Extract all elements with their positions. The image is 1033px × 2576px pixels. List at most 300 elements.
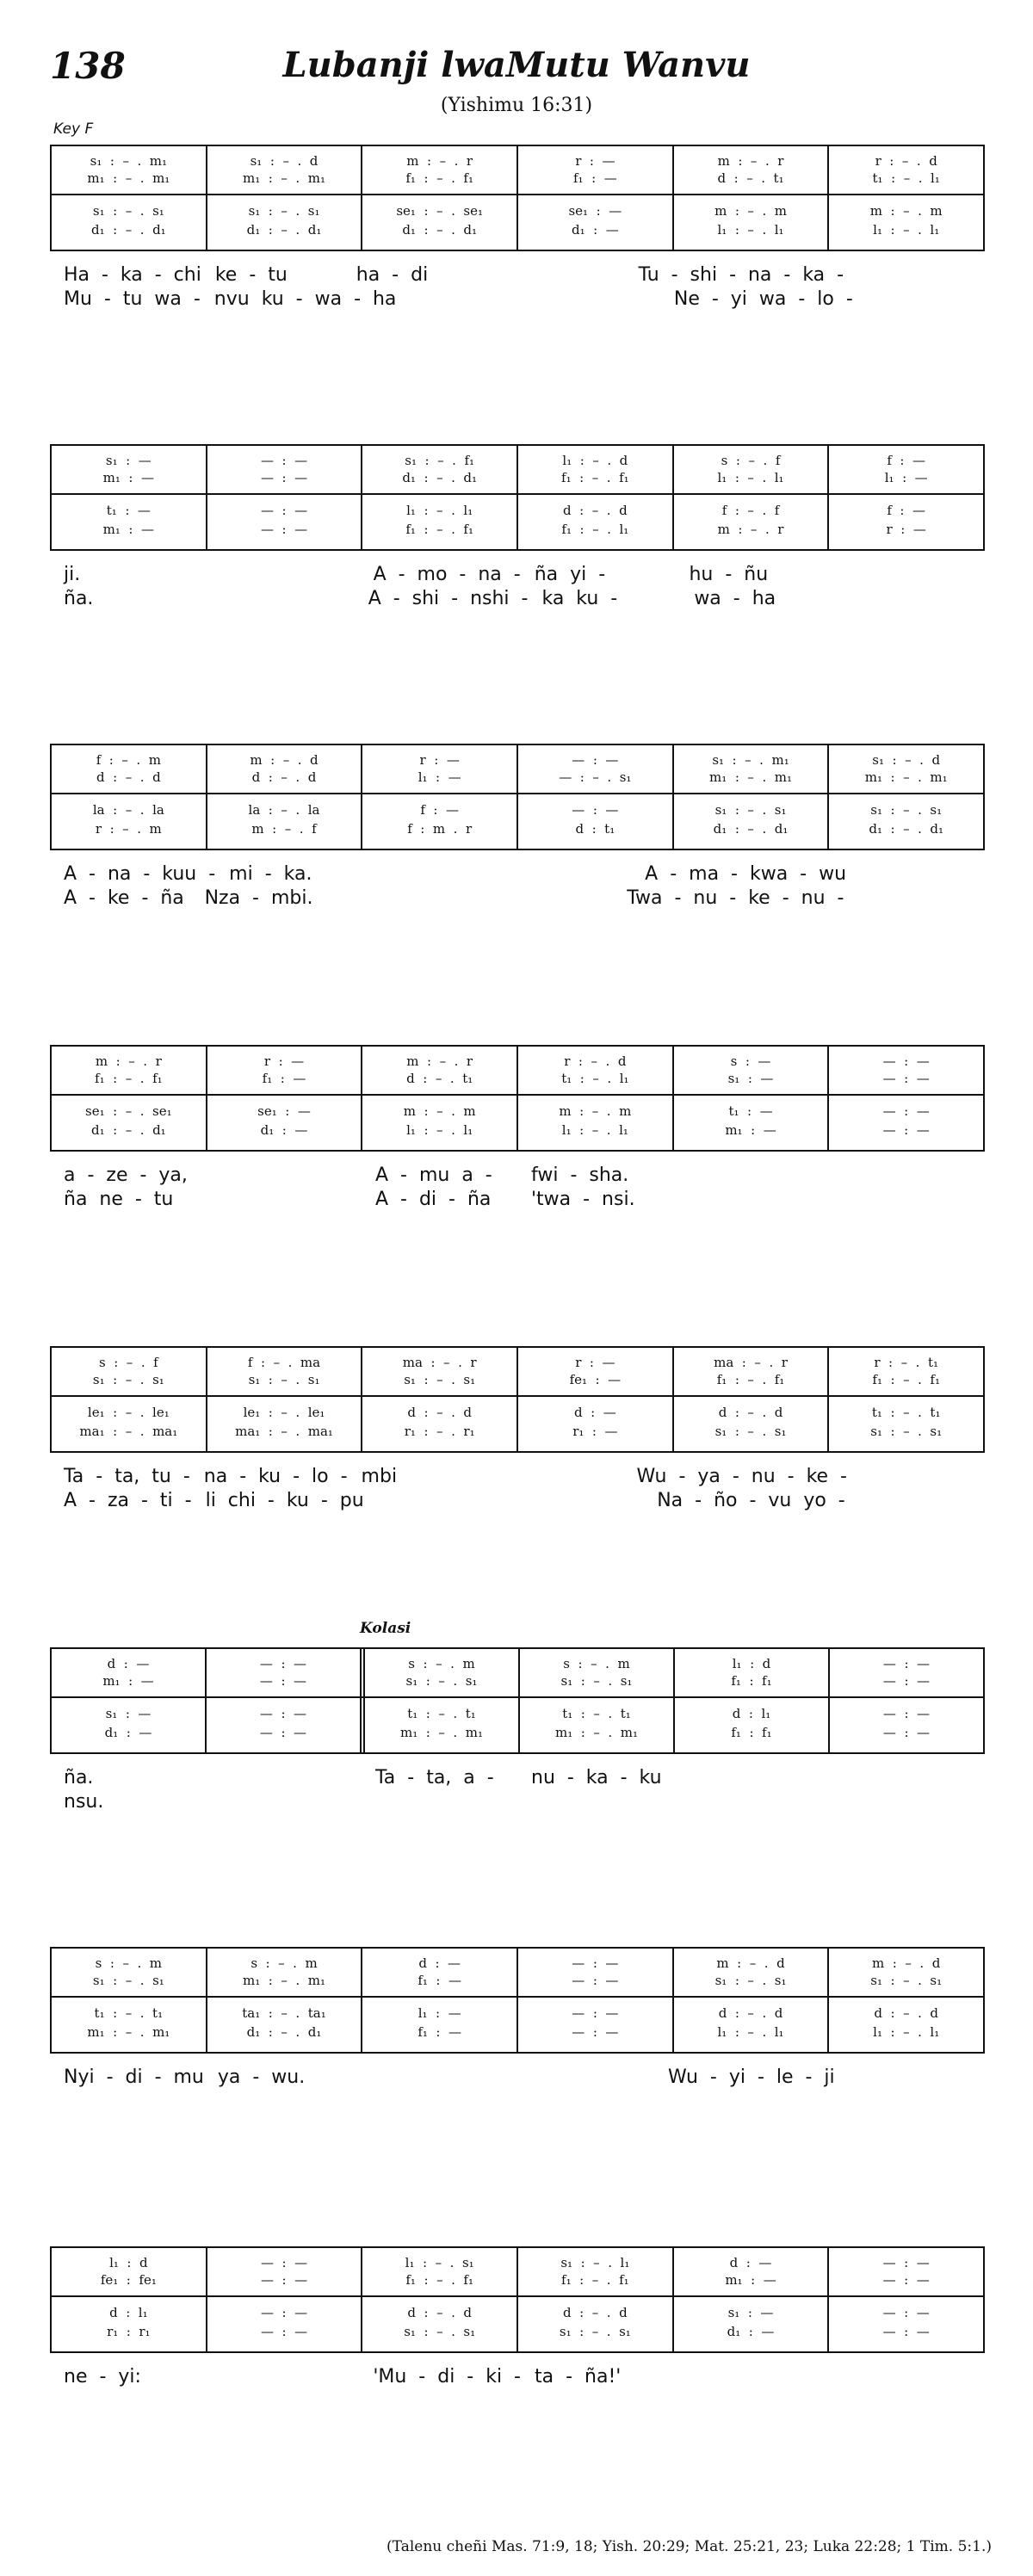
measure — [206, 1047, 362, 1150]
solfa-notes: s₁ : – . s₁ — [405, 1673, 478, 1689]
solfa-notes: — : — — [572, 2024, 619, 2040]
lyric-syllables — [673, 1790, 829, 1814]
solfa-notes: fe₁ : — — [569, 1372, 622, 1387]
solfa-notes: — : — — [882, 1673, 931, 1689]
staff — [50, 1647, 985, 1754]
staff — [50, 1346, 985, 1453]
solfa-notes: m : – . r — [406, 153, 473, 169]
solfa-notes: d₁ : — — [727, 2324, 775, 2339]
lyric-syllables — [484, 263, 625, 287]
lyric-line — [50, 587, 985, 611]
solfa-notes: s : – . f — [721, 453, 781, 468]
lyric-syllables: mbi — [361, 1466, 398, 1487]
solfa-notes: s₁ : – . s₁ — [92, 1973, 164, 1988]
lyric-syllables: ke - tu — [214, 264, 288, 286]
solfa-notes: d₁ : – . d₁ — [90, 222, 166, 238]
measure — [52, 1949, 206, 2052]
solfa-notes: d : – . t₁ — [406, 1071, 473, 1086]
lyric-syllables: ña. — [64, 1767, 94, 1788]
solfa-notes: — : — — [882, 1053, 930, 1069]
lyric-syllables: Ne - yi wa - lo - — [673, 288, 853, 310]
measure — [672, 1047, 828, 1150]
solfa-notes: r : — — [575, 153, 615, 169]
solfa-notes: d : l₁ — [109, 2305, 148, 2320]
measure — [206, 745, 362, 849]
lyric-syllables — [676, 2365, 831, 2389]
solfa-notes: s₁ : – . l₁ — [560, 2255, 630, 2270]
solfa-notes: m₁ : – . m₁ — [243, 1973, 325, 1988]
solfa-notes: s₁ : – . m₁ — [712, 752, 789, 768]
measure — [828, 1649, 983, 1752]
lyric-syllables: ka ku - — [541, 588, 618, 609]
lyric-syllables — [830, 563, 985, 587]
staff — [50, 444, 985, 551]
solfa-notes: s₁ : – . s₁ — [248, 203, 320, 219]
solfa-notes: — : — — [572, 1973, 619, 1988]
staff-divider — [52, 1094, 983, 1096]
solfa-notes: f₁ : – . f₁ — [405, 2272, 473, 2288]
solfa-notes: s₁ : – . s₁ — [248, 1372, 320, 1387]
staff-divider — [52, 194, 983, 195]
solfa-notes: t₁ : – . t₁ — [94, 2005, 164, 2021]
solfa-notes: d : t₁ — [575, 821, 615, 837]
lyric-syllables — [354, 862, 492, 886]
measure — [516, 1047, 672, 1150]
solfa-notes: d : — — [418, 1955, 461, 1971]
solfa-notes: m : – . r — [95, 1053, 162, 1069]
lyric-syllables — [205, 563, 360, 587]
solfa-notes: — : — — [882, 1071, 930, 1086]
lyric-syllables — [206, 1188, 362, 1212]
lyric-syllables: mi - ka. — [229, 863, 312, 885]
staff-divider — [52, 493, 983, 495]
music-system — [50, 444, 985, 611]
solfa-notes: s₁ : – . s₁ — [870, 802, 943, 818]
solfa-notes: s : – . m — [408, 1656, 475, 1671]
music-system — [50, 1346, 985, 1513]
solfa-notes: f₁ : – . f₁ — [405, 170, 473, 186]
lyric-syllables — [829, 1766, 985, 1790]
solfa-notes: f₁ : – . f₁ — [405, 522, 473, 537]
solfa-notes: m : – . r — [406, 1053, 473, 1069]
lyric-syllables: ña ne - tu — [64, 1189, 174, 1210]
lyric-line — [50, 862, 985, 886]
solfa-notes: d : – . d — [563, 2305, 628, 2320]
solfa-notes: f : – . f — [721, 503, 780, 518]
solfa-notes: — : — — [882, 2272, 930, 2288]
measure — [206, 1949, 362, 2052]
solfa-notes: — : — — [260, 503, 308, 518]
solfa-notes: f₁ : — — [418, 2024, 462, 2040]
solfa-notes: m : – . d — [250, 752, 319, 768]
lyric-syllables: Wu - yi - le - ji — [668, 2066, 835, 2088]
staff — [50, 744, 985, 850]
solfa-notes: r : — — [419, 752, 460, 768]
solfa-notes: s₁ : – . s₁ — [714, 1973, 787, 1988]
lyric-syllables — [473, 886, 614, 911]
solfa-notes: d : – . t₁ — [717, 170, 784, 186]
solfa-notes: r : – . d — [564, 1053, 627, 1069]
lyric-syllables: na - ku - lo - — [203, 1466, 348, 1487]
solfa-notes: m₁ : — — [725, 1122, 776, 1138]
solfa-notes: l₁ : – . l₁ — [873, 222, 940, 238]
lyric-line — [50, 886, 985, 911]
measure — [52, 745, 206, 849]
lyric-syllables — [492, 862, 631, 886]
lyric-syllables: 'Mu - di - ki - — [373, 2366, 521, 2388]
measure — [361, 146, 516, 250]
lyric-syllables: nsu. — [64, 1791, 104, 1813]
lyric-syllables — [847, 1465, 985, 1489]
lyric-syllables — [206, 1790, 362, 1814]
lyric-syllables: Tu - shi - na - ka - — [638, 264, 844, 286]
lyric-syllables — [354, 2066, 504, 2090]
measure — [516, 446, 672, 549]
solfa-notes: d : — — [573, 1405, 616, 1420]
solfa-notes: s₁ : – . d — [250, 153, 319, 169]
measure — [361, 1348, 516, 1451]
solfa-notes: m₁ : – . m₁ — [87, 170, 170, 186]
solfa-notes: l₁ : – . l₁ — [717, 470, 784, 485]
solfa-notes: f : — — [887, 503, 926, 518]
staff — [50, 1045, 985, 1152]
solfa-notes: t₁ : – . t₁ — [407, 1706, 476, 1721]
measure — [52, 446, 206, 549]
solfa-notes: la : – . la — [248, 802, 320, 818]
measure — [672, 745, 828, 849]
solfa-notes: s : – . m — [251, 1955, 318, 1971]
solfa-notes: l₁ : – . l₁ — [717, 222, 784, 238]
measure — [672, 1949, 828, 2052]
measure — [516, 1949, 672, 2052]
solfa-notes: s₁ : – . d — [872, 752, 941, 768]
solfa-notes: f₁ : f₁ — [731, 1673, 772, 1689]
solfa-notes: s₁ : – . f₁ — [405, 453, 475, 468]
lyric-syllables — [362, 1790, 517, 1814]
lyric-line — [50, 1489, 985, 1513]
lyric-syllables: fwi - sha. — [531, 1164, 629, 1186]
solfa-notes: l₁ : — — [884, 470, 928, 485]
measure — [516, 745, 672, 849]
music-system — [50, 1647, 985, 1814]
lyric-syllables: Ta - ta, a - — [375, 1767, 494, 1788]
lyric-syllables — [673, 1766, 829, 1790]
lyric-line — [50, 2365, 985, 2389]
solfa-notes: d : – . d — [251, 769, 317, 785]
measure — [516, 146, 672, 250]
solfa-notes: — : — — [260, 2255, 308, 2270]
lyric-syllables: Ta - ta, tu - — [64, 1466, 190, 1487]
lyric-syllables: hu - ñu — [689, 564, 769, 585]
solfa-notes: s₁ : — — [727, 1071, 774, 1086]
solfa-notes: d₁ : — — [104, 1725, 152, 1740]
solfa-notes: ma₁ : – . ma₁ — [235, 1424, 333, 1439]
solfa-notes: — : — — [259, 1673, 307, 1689]
solfa-notes: l₁ : – . d — [562, 453, 628, 468]
lyric-syllables: nu - ka - ku — [531, 1767, 662, 1788]
solfa-notes: d₁ : — — [571, 222, 619, 238]
lyric-syllables — [844, 886, 985, 911]
measure — [361, 1047, 516, 1150]
lyric-syllables — [845, 1489, 985, 1513]
solfa-notes: m₁ : — — [102, 522, 155, 537]
solfa-notes: d : – . d — [563, 503, 628, 518]
solfa-notes: m₁ : – . m₁ — [555, 1725, 638, 1740]
solfa-notes: fe₁ : fe₁ — [100, 2272, 157, 2288]
lyric-syllables: Ha - ka - chi — [64, 264, 201, 286]
solfa-notes: — : — — [572, 802, 619, 818]
solfa-notes: d₁ : – . d₁ — [713, 821, 789, 837]
lyric-syllables — [206, 1766, 362, 1790]
solfa-notes: s : – . f — [98, 1355, 158, 1370]
lyric-line — [50, 287, 985, 312]
music-system — [50, 2246, 985, 2389]
solfa-notes: — : — — [259, 1725, 307, 1740]
solfa-notes: t₁ : – . t₁ — [871, 1405, 941, 1420]
measure — [206, 2248, 362, 2351]
lyric-syllables: A - mo - na - — [373, 564, 521, 585]
solfa-notes: — : — — [882, 2255, 930, 2270]
solfa-notes: l₁ : – . l₁ — [406, 1122, 473, 1138]
solfa-notes: m : – . d — [716, 1955, 785, 1971]
solfa-notes: se₁ : — — [568, 203, 622, 219]
solfa-notes: s₁ : – . s₁ — [870, 1424, 943, 1439]
music-system — [50, 145, 985, 312]
lyric-syllables: ha - di — [356, 264, 429, 286]
solfa-notes: d₁ : – . d₁ — [402, 222, 478, 238]
solfa-notes: — : — — [882, 2305, 930, 2320]
solfa-notes: t₁ : – . l₁ — [561, 1071, 629, 1086]
solfa-notes: l₁ : – . l₁ — [406, 503, 473, 518]
solfa-notes: f₁ : — — [573, 170, 617, 186]
solfa-notes: f₁ : – . f₁ — [716, 1372, 785, 1387]
lyric-syllables — [846, 862, 985, 886]
lyric-syllables — [517, 1790, 673, 1814]
solfa-notes: t₁ : – . t₁ — [562, 1706, 631, 1721]
measure — [52, 2248, 206, 2351]
lyric-syllables — [504, 2066, 654, 2090]
lyric-syllables: Twa - nu - ke - nu - — [627, 887, 844, 909]
solfa-notes: l₁ : d — [732, 1656, 771, 1671]
measure — [206, 1348, 362, 1451]
lyric-syllables: ne - yi: — [64, 2366, 141, 2388]
measure — [672, 446, 828, 549]
staff-divider — [52, 793, 983, 794]
solfa-notes: f₁ : – . f₁ — [95, 1071, 163, 1086]
measure — [827, 146, 983, 250]
hymn-title: Lubanji lwaMutu Wanvu — [282, 45, 751, 85]
lyric-syllables: ji. — [64, 564, 81, 585]
staff — [50, 1947, 985, 2054]
solfa-notes: m₁ : — — [725, 2272, 776, 2288]
hymn-number: 138 — [50, 45, 126, 87]
solfa-notes: — : — — [260, 2272, 308, 2288]
measure — [827, 1348, 983, 1451]
solfa-notes: m : – . m — [869, 203, 943, 219]
measure — [672, 1348, 828, 1451]
solfa-notes: la : – . la — [92, 802, 164, 818]
measure — [672, 146, 828, 250]
solfa-notes: se₁ : – . se₁ — [85, 1103, 172, 1119]
measure — [827, 1047, 983, 1150]
lyric-syllables — [205, 2365, 360, 2389]
solfa-notes: se₁ : — — [257, 1103, 311, 1119]
solfa-notes: s₁ : – . s₁ — [404, 1372, 476, 1387]
solfa-notes: d₁ : – . d₁ — [246, 222, 322, 238]
lyric-syllables — [396, 287, 528, 312]
solfa-notes: — : — — [260, 522, 308, 537]
measure — [52, 1047, 206, 1150]
solfa-notes: f₁ : – . f₁ — [872, 1372, 940, 1387]
solfa-notes: r : — — [886, 522, 926, 537]
solfa-notes: f₁ : f₁ — [731, 1725, 772, 1740]
lyric-syllables: A - shi - nshi - — [368, 588, 529, 609]
solfa-notes: s₁ : – . s₁ — [560, 1673, 633, 1689]
solfa-notes: s : — — [730, 1053, 771, 1069]
solfa-notes: le₁ : – . le₁ — [87, 1405, 170, 1420]
lyric-syllables — [829, 1164, 985, 1188]
solfa-notes: m : – . m — [714, 203, 787, 219]
lyric-syllables: nvu ku - wa - ha — [213, 288, 397, 310]
lyric-syllables: A - mu a - — [375, 1164, 492, 1186]
measure — [827, 446, 983, 549]
lyric-syllables — [673, 1164, 829, 1188]
lyric-syllables: Nyi - di - mu — [64, 2066, 204, 2088]
lyric-syllables: a - ze - ya, — [64, 1164, 188, 1186]
solfa-notes: ta₁ : – . ta₁ — [242, 2005, 326, 2021]
solfa-notes: — : — — [882, 1103, 930, 1119]
solfa-notes: r : – . m — [95, 821, 162, 837]
solfa-notes: r₁ : – . r₁ — [404, 1424, 475, 1439]
measure — [52, 1348, 206, 1451]
solfa-notes: l₁ : d — [109, 2255, 148, 2270]
solfa-notes: l₁ : — — [418, 769, 461, 785]
solfa-notes: ma : – . r — [402, 1355, 477, 1370]
lyric-syllables — [844, 263, 985, 287]
lyric-syllables — [835, 2066, 985, 2090]
measure — [827, 745, 983, 849]
music-system — [50, 744, 985, 911]
lyric-syllables: Nza - mbi. — [204, 887, 313, 909]
lyric-line — [50, 1465, 985, 1489]
measure — [516, 2248, 672, 2351]
solfa-notes: — : — — [572, 2005, 619, 2021]
lyric-syllables: li chi - ku - pu — [205, 1490, 364, 1511]
solfa-notes: s₁ : — — [727, 2305, 774, 2320]
solfa-notes: f₁ : – . f₁ — [561, 2272, 629, 2288]
solfa-notes: l₁ : – . l₁ — [717, 2024, 784, 2040]
lyric-syllables — [364, 1489, 504, 1513]
solfa-notes: le₁ : – . le₁ — [243, 1405, 325, 1420]
staff-divider — [52, 1395, 983, 1397]
measure — [827, 2248, 983, 2351]
solfa-notes: f₁ : – . f₁ — [561, 470, 629, 485]
solfa-notes: s₁ : – . s₁ — [92, 1372, 164, 1387]
lyric-line — [50, 1766, 985, 1790]
measure — [672, 2248, 828, 2351]
lyric-syllables: A - ke - ña — [64, 887, 184, 909]
key-signature: Key F — [53, 120, 94, 138]
solfa-notes: m₁ : – . m₁ — [87, 2024, 170, 2040]
solfa-notes: d : l₁ — [732, 1706, 771, 1721]
measure — [827, 1949, 983, 2052]
staff — [50, 145, 985, 251]
solfa-notes: — : — — [882, 1122, 930, 1138]
solfa-notes: m : – . d — [872, 1955, 941, 1971]
music-system — [50, 1947, 985, 2090]
solfa-notes: f₁ : — — [418, 1973, 462, 1988]
chorus-label: Kolasi — [360, 1620, 411, 1637]
scripture-reference: (Yishimu 16:31) — [440, 95, 593, 116]
solfa-notes: s₁ : — — [105, 453, 152, 468]
solfa-notes: r : – . t₁ — [874, 1355, 939, 1370]
solfa-notes: — : — — [572, 1955, 619, 1971]
solfa-notes: d : – . d — [407, 1405, 473, 1420]
solfa-notes: s₁ : – . s₁ — [870, 1973, 943, 1988]
lyric-syllables: ta - ña!' — [535, 2366, 622, 2388]
solfa-notes: m₁ : — — [102, 1673, 154, 1689]
solfa-notes: s₁ : – . s₁ — [559, 2324, 631, 2339]
measure — [518, 1649, 673, 1752]
measure — [52, 146, 206, 250]
solfa-notes: — : — — [882, 1725, 931, 1740]
measure — [516, 1348, 672, 1451]
lyric-syllables — [206, 1164, 362, 1188]
solfa-notes: m₁ : – . m₁ — [400, 1725, 483, 1740]
lyric-syllables — [529, 287, 660, 312]
measure — [361, 446, 516, 549]
staff-divider — [52, 1696, 983, 1698]
lyric-syllables: Wu - ya - nu - ke - — [636, 1466, 847, 1487]
solfa-notes: l₁ : — — [418, 2005, 461, 2021]
lyric-line — [50, 2066, 985, 2090]
solfa-notes: d₁ : – . d₁ — [246, 2024, 322, 2040]
measure — [360, 1649, 518, 1752]
solfa-notes: r : – . d — [875, 153, 937, 169]
solfa-notes: — : — — [882, 1706, 931, 1721]
solfa-notes: m₁ : – . m₁ — [243, 170, 325, 186]
solfa-notes: t₁ : — — [106, 503, 151, 518]
solfa-notes: — : — — [882, 2324, 930, 2339]
solfa-notes: r₁ : r₁ — [107, 2324, 151, 2339]
solfa-notes: l₁ : – . l₁ — [873, 2024, 940, 2040]
lyric-syllables — [486, 1465, 623, 1489]
lyric-syllables: A - za - ti - — [64, 1490, 192, 1511]
solfa-notes: d : – . d — [407, 2305, 473, 2320]
solfa-notes: r₁ : — — [572, 1424, 618, 1439]
lyric-line — [50, 563, 985, 587]
solfa-notes: — : — — [882, 1656, 931, 1671]
lyric-syllables: Na - ño - vu yo - — [657, 1490, 845, 1511]
solfa-notes: f : — — [420, 802, 460, 818]
lyric-syllables: A - di - ña — [375, 1189, 492, 1210]
staff — [50, 2246, 985, 2353]
lyric-line — [50, 1790, 985, 1814]
lyric-line — [50, 1188, 985, 1212]
measure — [361, 2248, 516, 2351]
solfa-notes: — : — — [260, 453, 308, 468]
solfa-notes: — : — — [260, 2305, 308, 2320]
measure — [361, 1949, 516, 2052]
solfa-notes: d : — — [729, 2255, 772, 2270]
footer-references: (Talenu cheñi Mas. 71:9, 18; Yish. 20:29; Mat. 25:21, 23; Luka 22:28; 1 Tim. 5:1.) — [387, 2538, 992, 2555]
solfa-notes: f₁ : – . l₁ — [561, 522, 629, 537]
solfa-notes: f : – . m — [96, 752, 161, 768]
lyric-syllables: A - ma - kwa - wu — [645, 863, 847, 885]
lyric-syllables — [331, 886, 473, 911]
solfa-notes: m₁ : — — [102, 470, 155, 485]
solfa-notes: m : – . r — [717, 153, 784, 169]
